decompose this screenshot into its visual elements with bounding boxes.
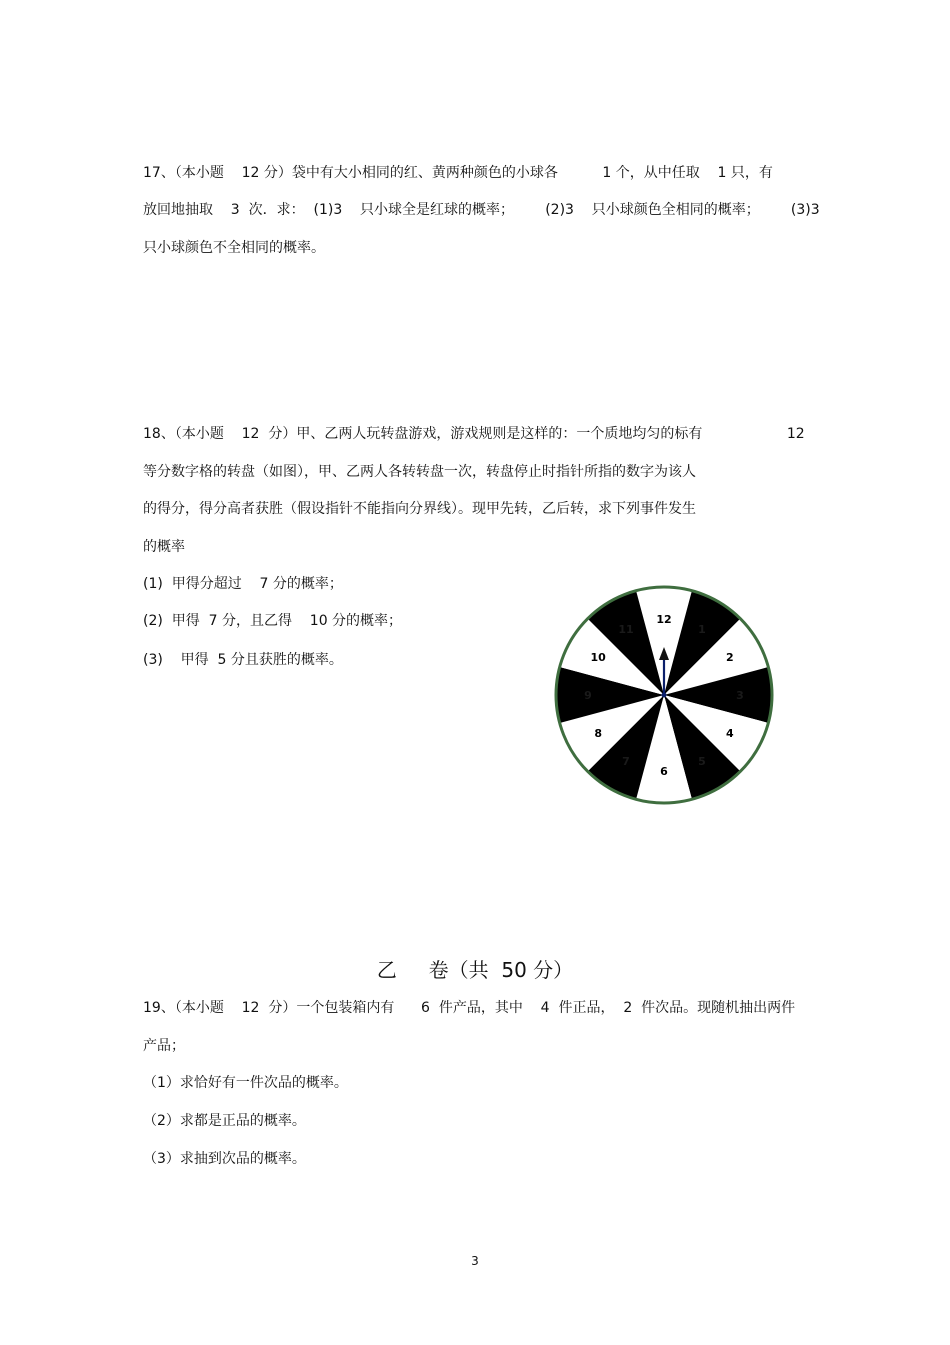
spinner-label-4: 4 <box>725 727 734 740</box>
q18-item-1: (1) 甲得分超过 7 分的概率； <box>143 576 343 592</box>
spinner-label-6: 6 <box>660 765 668 778</box>
spinner-label-10: 10 <box>590 651 606 664</box>
spinner-label-5: 5 <box>698 754 706 768</box>
q18-line-2: 等分数字格的转盘（如图），甲、乙两人各转转盘一次，转盘停止时指针所指的数字为该人 <box>143 464 696 480</box>
spinner-label-1: 1 <box>698 623 706 637</box>
q18-line-1: 18、（本小题 12 分）甲、乙两人玩转盘游戏，游戏规则是这样的：一个质地均匀的标有 12 <box>143 426 805 442</box>
q17-line-1: 17、（本小题 12 分）袋中有大小相同的红、黄两种颜色的小球各 1 个，从中任取 1 只，有 <box>143 165 773 181</box>
q19-item-1: （1）求恰好有一件次品的概率。 <box>143 1075 348 1091</box>
spinner-label-9: 9 <box>584 689 592 702</box>
q17-line-2: 放回地抽取 3 次．求： (1)3 只小球全是红球的概率； (2)3 只小球颜色全相同的概率； (3)3 <box>143 202 820 218</box>
spinner-label-3: 3 <box>736 689 744 702</box>
spinner-label-12: 12 <box>656 613 672 626</box>
q19-item-3: （3）求抽到次品的概率。 <box>143 1151 306 1167</box>
spinner-label-7: 7 <box>622 754 630 768</box>
q18-item-2: (2) 甲得 7 分，且乙得 10 分的概率； <box>143 613 403 629</box>
spinner-label-2: 2 <box>725 651 734 664</box>
spinner-label-8: 8 <box>594 727 603 740</box>
page-number: 3 <box>471 1254 479 1268</box>
spinner-diagram <box>552 583 776 807</box>
q19-item-2: （2）求都是正品的概率。 <box>143 1113 306 1129</box>
q19-line-1: 19、（本小题 12 分）一个包装箱内有 6 件产品，其中 4 件正品， 2 件次品。现随机抽出两件 <box>143 1000 796 1016</box>
spinner-label-11: 11 <box>618 623 634 637</box>
q19-line-2: 产品； <box>143 1038 185 1054</box>
q18-line-3: 的得分，得分高者获胜（假设指针不能指向分界线）。现甲先转，乙后转，求下列事件发生 <box>143 501 696 517</box>
q17-line-3: 只小球颜色不全相同的概率。 <box>143 240 325 256</box>
q18-item-3: (3) 甲得 5 分且获胜的概率。 <box>143 652 343 668</box>
q18-line-4: 的概率 <box>143 539 185 555</box>
pointer-hub <box>662 693 667 698</box>
section-title: 乙 卷（共 50 分） <box>376 958 574 982</box>
